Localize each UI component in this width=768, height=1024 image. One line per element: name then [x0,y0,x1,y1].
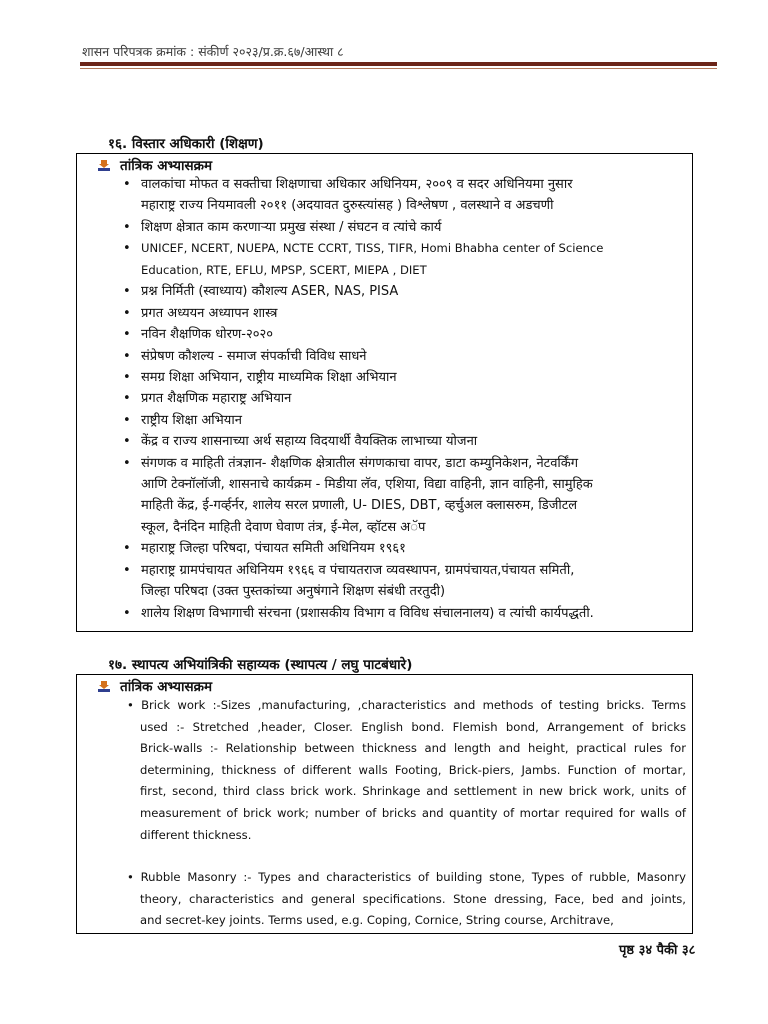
list-item [77,410,692,431]
list-item-text: महाराष्ट्र ग्रामपंचायत अधिनियम १९६६ व पंचायतराज व्यवस्थापन, ग्रामपंचायत,पंचायत समिती, [141,562,575,578]
list-item [77,324,692,345]
list-item-text: संगणक व माहिती तंत्रज्ञान- शैक्षणिक क्षेत्रातील संगणकाचा वापर, डाटा कम्युनिकेशन, नेटवर्किंग [141,455,579,471]
paragraph-line: • Rubble Masonry :- Types and characteristics of building stone, Types of rubble, Masonry [127,870,686,884]
section-17-title: १७. स्थापत्य अभियांत्रिकी सहाय्यक (स्थापत्य / लघु पाटबंधारे) [108,657,413,673]
bullet-icon: • [123,241,131,257]
list-item-text: संप्रेषण कौशल्य - समाज संपर्काची विविध साधने [141,348,367,364]
list-item-text: स्कूल, दैनंदिन माहिती देवाण घेवाण तंत्र, ई-मेल, व्हॉटस अॅप [141,519,426,535]
list-item-text: प्रगत अध्ययन अध्यापन शास्त्र [141,305,278,321]
list-item-text: शिक्षण क्षेत्रात काम करणाऱ्या प्रमुख संस्था / संघटन व त्यांचे कार्य [141,219,442,235]
bullet-icon: • [123,177,131,192]
arrow-bullet-icon [97,679,111,693]
section-17-heading-label: तांत्रिक अभ्यासक्रम [120,679,213,695]
paragraph-line: • Brick work :-Sizes ,manufacturing, ,characteristics and methods of testing bricks. Terms [127,698,686,712]
list-item [77,303,692,324]
header-rule [80,62,717,66]
list-item [77,346,692,367]
list-item-text: महाराष्ट्र राज्य नियमावली २०११ (अदयावत दुरुस्त्यांसह ) विश्लेषण , वलस्थाने व अडचणी [141,198,554,214]
bullet-icon: • [123,455,131,471]
list-item [77,174,692,217]
header-rule-thin [80,68,717,69]
document-header: शासन परिपत्रक क्रमांक : संकीर्ण २०२३/प्र.क्र.६७/आस्था ८ [82,44,344,59]
section-16-title: १६. विस्तार अधिकारी (शिक्षण) [108,136,264,152]
paragraph-line: Brick-walls :- Relationship between thickness and length and height, practical rules for [140,741,686,756]
brick-work-paragraph [127,695,686,846]
list-item-text: नविन शैक्षणिक धोरण-२०२० [141,327,274,343]
list-item-text: समग्र शिक्षा अभियान, राष्ट्रीय माध्यमिक शिक्षा अभियान [141,370,397,386]
bullet-icon: • [123,562,131,578]
list-item [77,453,692,539]
bullet-icon: • [123,284,131,300]
paragraph-line: used :- Stretched ,header, Closer. English bond. Flemish bond, Arrangement of bricks [140,719,686,734]
section-16-list [77,174,692,624]
list-item-text: जिल्हा परिषदा (उक्त पुस्तकांच्या अनुषंगाने शिक्षण संबंधी तरतुदी) [141,584,446,600]
section-16-heading [97,156,212,174]
bullet-icon: • [123,370,131,386]
bullet-icon: • [123,605,131,621]
paragraph-line: theory, characteristics and general specifications. Stone dressing, Face, bed and joints, [140,891,686,906]
list-item [77,238,692,281]
paragraph-line: and secret-key joints. Terms used, e.g. Coping, Cornice, String course, Architrave, [140,913,614,928]
list-item [77,367,692,388]
list-item [77,217,692,238]
bullet-icon: • [123,541,131,557]
list-item-text: माहिती केंद्र, ई-गर्व्हर्नर, शालेय सरल प्रणाली, U- DIES, DBT, व्हर्चुअल क्लासरुम, डिजीटल [141,498,578,514]
list-item [77,281,692,302]
bullet-icon: • [123,219,131,235]
list-item [77,603,692,624]
bullet-icon: • [123,391,131,407]
paragraph-line: different thickness. [140,827,252,842]
list-item-text: राष्ट्रीय शिक्षा अभियान [141,412,242,428]
paragraph-line: first, second, third class brick work. Shrinkage and settlement in new brick work, units of [140,784,686,799]
paragraph-line: measurement of brick work; number of bricks and quantity of mortar required for walls of [140,805,686,820]
list-item-text: वालकांचा मोफत व सक्तीचा शिक्षणाचा अधिकार अधिनियम, २००९ व सदर अधिनियमा नुसार [141,177,573,192]
arrow-bullet-icon [97,158,111,172]
list-item [77,431,692,452]
list-item-text: केंद्र व राज्य शासनाच्या अर्थ सहाय्य विदयार्थी वैयक्तिक लाभाच्या योजना [141,434,478,450]
bullet-icon: • [123,434,131,450]
list-item-text: प्रगत शैक्षणिक महाराष्ट्र अभियान [141,391,292,407]
bullet-icon: • [123,305,131,321]
list-item [77,538,692,559]
section-16-box [76,153,693,632]
list-item [77,560,692,603]
list-item-text: प्रश्न निर्मिती (स्वाध्याय) कौशल्य ASER, NAS, PISA [141,284,399,300]
list-item-text: शालेय शिक्षण विभागाची संरचना (प्रशासकीय विभाग व विविध संचालनालय) व त्यांची कार्यपद्धती. [141,605,594,621]
list-item-text: महाराष्ट्र जिल्हा परिषदा, पंचायत समिती अधिनियम १९६१ [141,541,406,557]
paragraph-line: determining, thickness of different walls Footing, Brick-piers, Jambs. Function of mortar, [140,762,686,777]
bullet-icon: • [123,327,131,343]
bullet-icon: • [123,412,131,428]
list-item [77,388,692,409]
bullet-icon: • [123,348,131,364]
rubble-masonry-paragraph [127,867,686,932]
page-number: पृष्ठ ३४ पैकी ३८ [619,943,696,958]
section-17-box [76,674,693,934]
section-17-heading [97,677,212,695]
list-item-text: Education, RTE, EFLU, MPSP, SCERT, MIEPA , DIET [141,262,427,277]
list-item-text: UNICEF, NCERT, NUEPA, NCTE CCRT, TISS, TIFR, Homi Bhabha center of Science [141,241,604,256]
list-item-text: आणि टेक्नॉलॉजी, शासनाचे कार्यक्रम - मिडीया लॅव, एशिया, विद्या वाहिनी, ज्ञान वाहिनी, सामुहिक [141,477,593,493]
section-16-heading-label: तांत्रिक अभ्यासक्रम [120,158,213,174]
